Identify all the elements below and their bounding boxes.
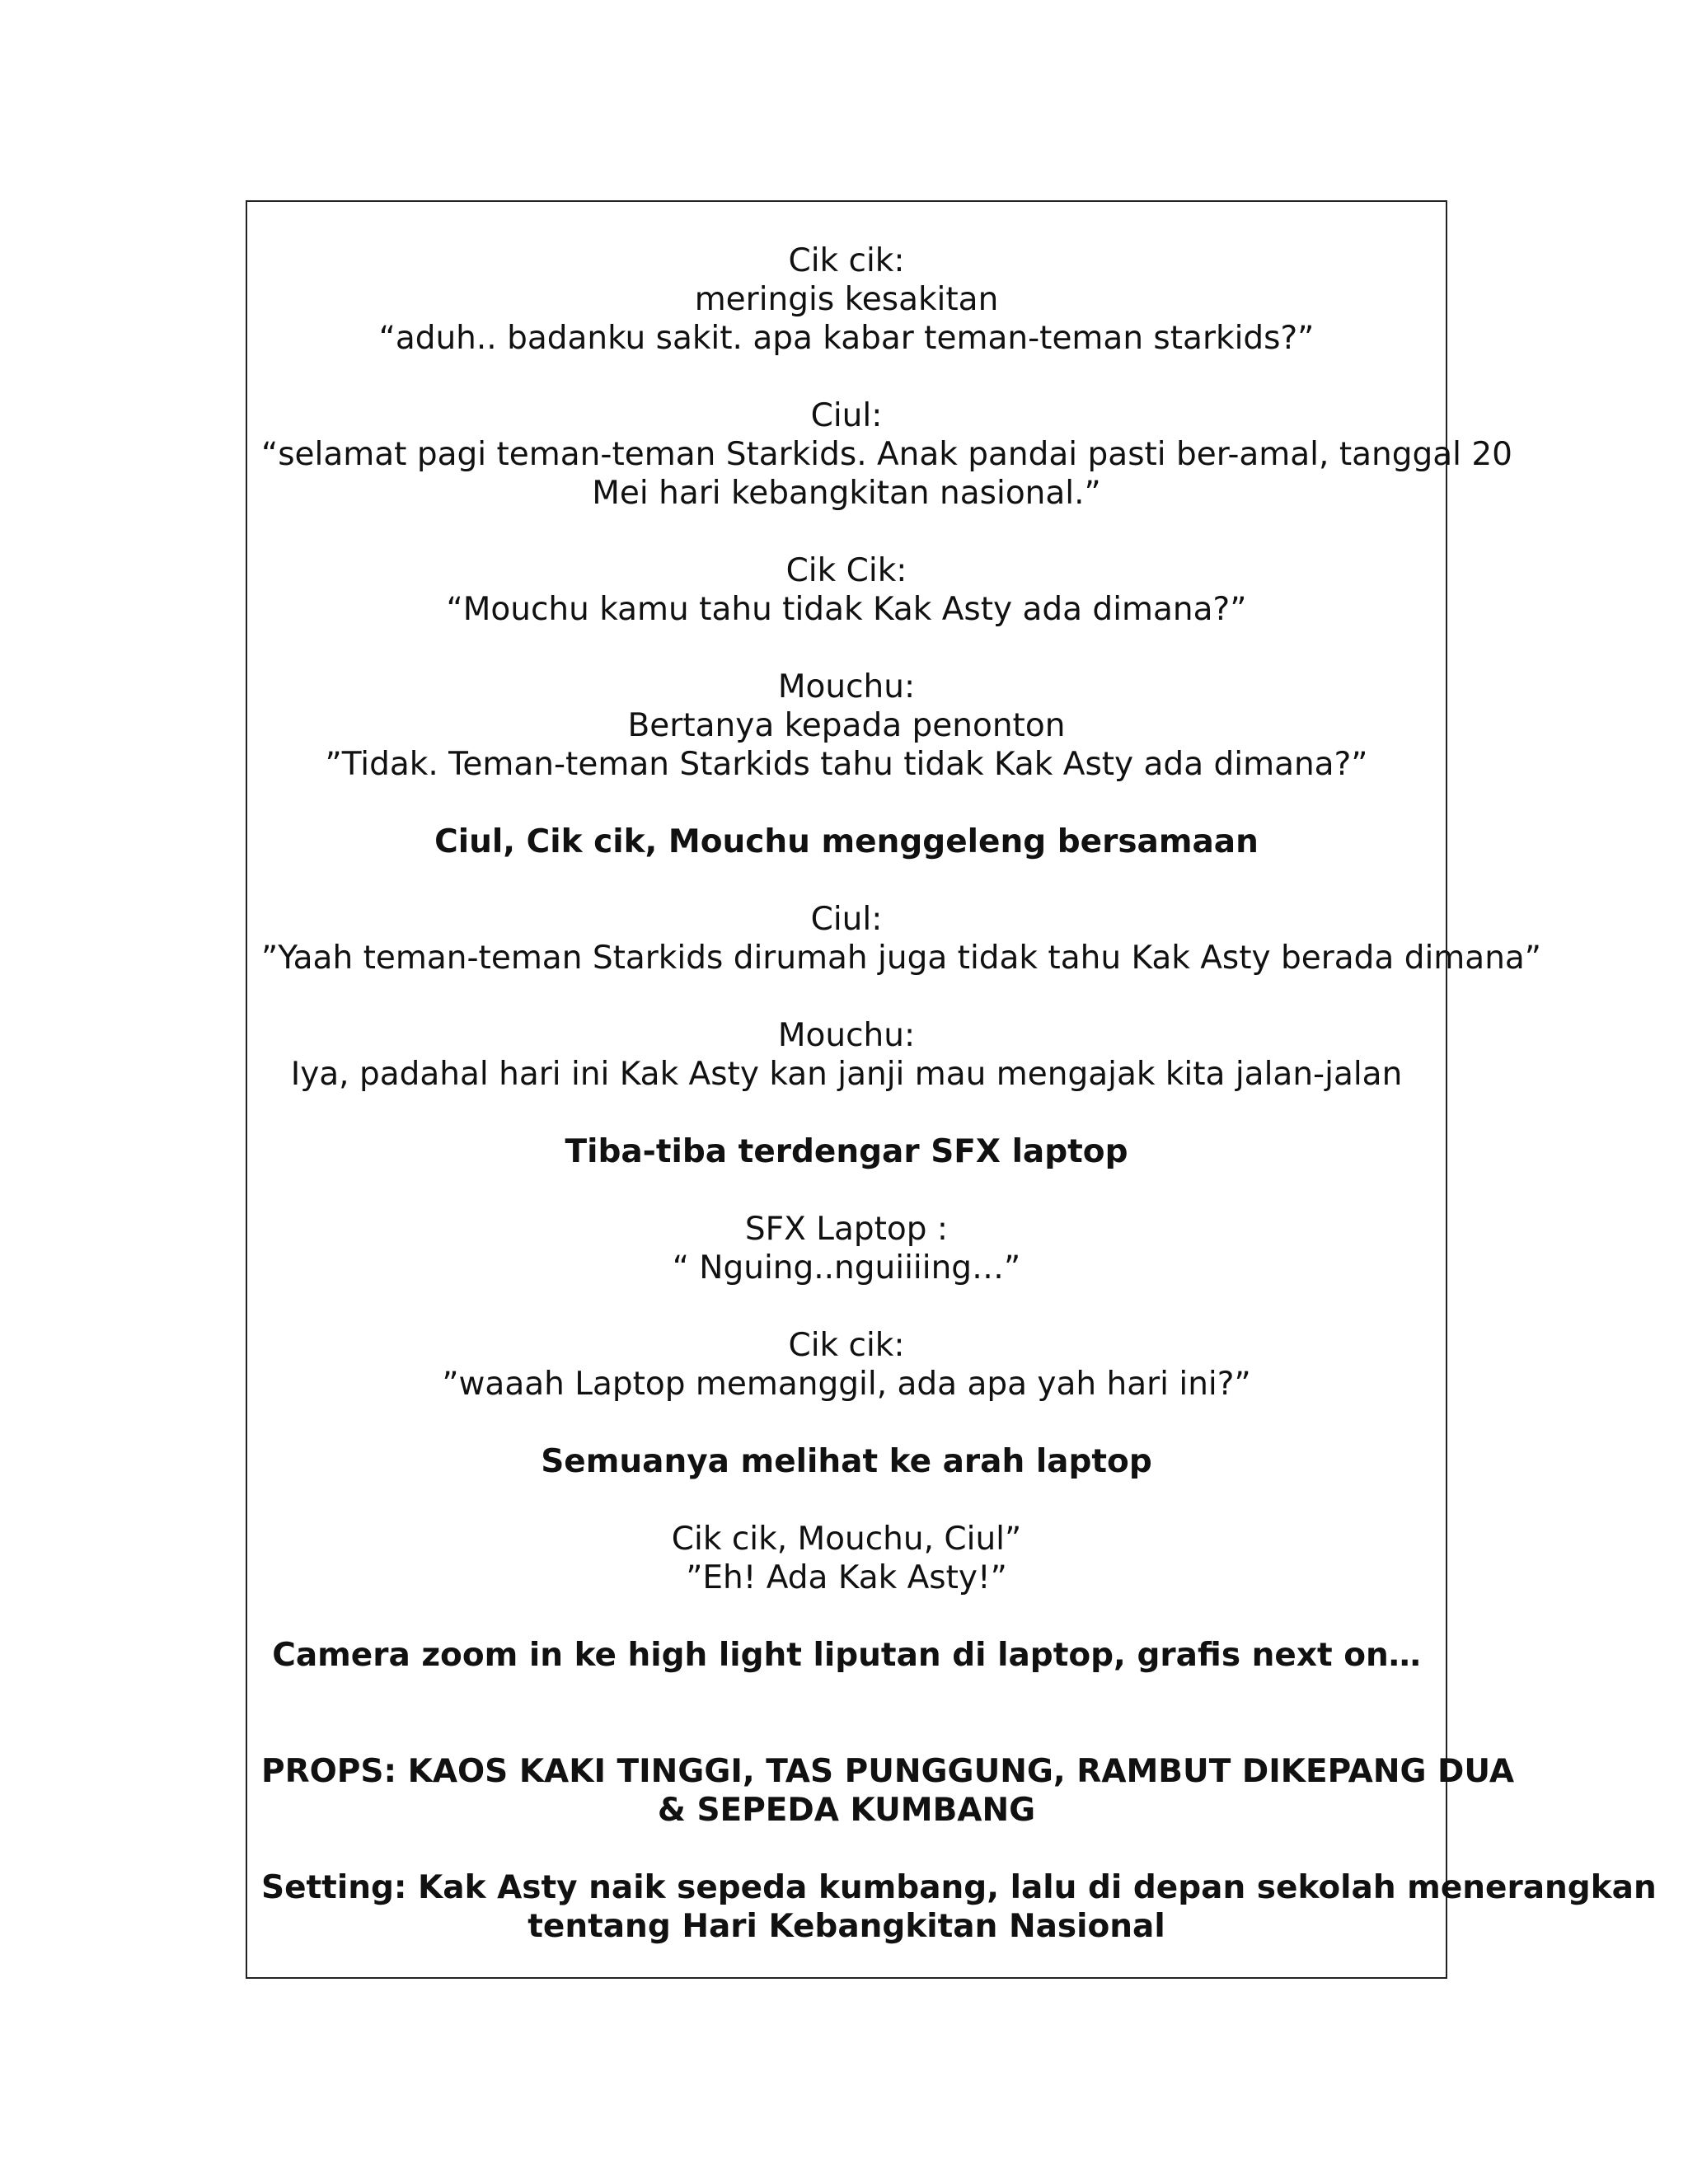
script-content (261, 241, 1657, 1946)
dialogue-block-cikcik-1 (261, 241, 1432, 358)
action-block-menggeleng (261, 823, 1432, 861)
speaker-name: SFX Laptop : (744, 1211, 949, 1248)
props-block (261, 1752, 1515, 1830)
props-line: PROPS: KAOS KAKI TINGGI, TAS PUNGGUNG, RAMBUT DIKEPANG DUA (261, 1753, 1515, 1790)
dialogue-line: ”waaah Laptop memanggil, ada apa yah hari ini?” (442, 1366, 1251, 1403)
setting-block (261, 1868, 1657, 1946)
dialogue-block-mouchu-2 (261, 1016, 1432, 1094)
dialogue-line: “ Nguing..nguiiiing…” (672, 1249, 1021, 1286)
dialogue-block-sfx-laptop (261, 1210, 1432, 1287)
speaker-name: Ciul: (810, 397, 883, 434)
props-line: & SEPEDA KUMBANG (657, 1792, 1036, 1829)
speaker-name: Mouchu: (777, 1017, 916, 1054)
setting-line: tentang Hari Kebangkitan Nasional (528, 1908, 1165, 1945)
action-line: Camera zoom in ke high light liputan di laptop, grafis next on… (272, 1637, 1421, 1674)
dialogue-block-cikcik-2 (261, 551, 1432, 629)
dialogue-block-cikcik-3 (261, 1326, 1432, 1404)
dialogue-block-ciul-2 (261, 900, 1542, 977)
dialogue-line: ”Tidak. Teman-teman Starkids tahu tidak Kak Asty ada dimana?” (325, 746, 1368, 783)
action-line: Tiba-tiba terdengar SFX laptop (565, 1133, 1128, 1170)
setting-line: Setting: Kak Asty naik sepeda kumbang, lalu di depan sekolah menerangkan (261, 1869, 1657, 1906)
dialogue-line: “aduh.. badanku sakit. apa kabar teman-teman starkids?” (378, 320, 1315, 357)
stage-direction: Bertanya kepada penonton (627, 707, 1066, 744)
script-page-frame (246, 200, 1657, 1979)
dialogue-line: Mei hari kebangkitan nasional.” (592, 475, 1101, 512)
stage-direction: meringis kesakitan (694, 281, 999, 318)
dialogue-line: “Mouchu kamu tahu tidak Kak Asty ada dimana?” (446, 591, 1247, 628)
dialogue-line: “selamat pagi teman-teman Starkids. Anak pandai pasti ber-amal, tanggal 20 (261, 436, 1512, 473)
speaker-name: Cik cik: (788, 242, 905, 279)
dialogue-block-mouchu-1 (261, 668, 1432, 784)
dialogue-line: ”Yaah teman-teman Starkids dirumah juga tidak tahu Kak Asty berada dimana” (261, 940, 1542, 977)
speaker-name: Cik Cik: (785, 552, 907, 589)
action-block-camera (261, 1636, 1432, 1675)
dialogue-line: ”Eh! Ada Kak Asty!” (686, 1559, 1007, 1596)
action-line: Semuanya melihat ke arah laptop (541, 1443, 1152, 1480)
speaker-name: Ciul: (810, 901, 883, 938)
action-line: Ciul, Cik cik, Mouchu menggeleng bersamaan (434, 823, 1259, 860)
speaker-name: Cik cik, Mouchu, Ciul” (671, 1521, 1022, 1558)
speaker-name: Mouchu: (777, 668, 916, 705)
dialogue-block-ciul-1 (261, 396, 1512, 513)
action-block-sfx (261, 1132, 1432, 1171)
dialogue-block-all (261, 1520, 1432, 1597)
speaker-name: Cik cik: (788, 1327, 905, 1364)
action-block-melihat (261, 1442, 1432, 1481)
dialogue-line: Iya, padahal hari ini Kak Asty kan janji mau mengajak kita jalan-jalan (290, 1056, 1403, 1093)
